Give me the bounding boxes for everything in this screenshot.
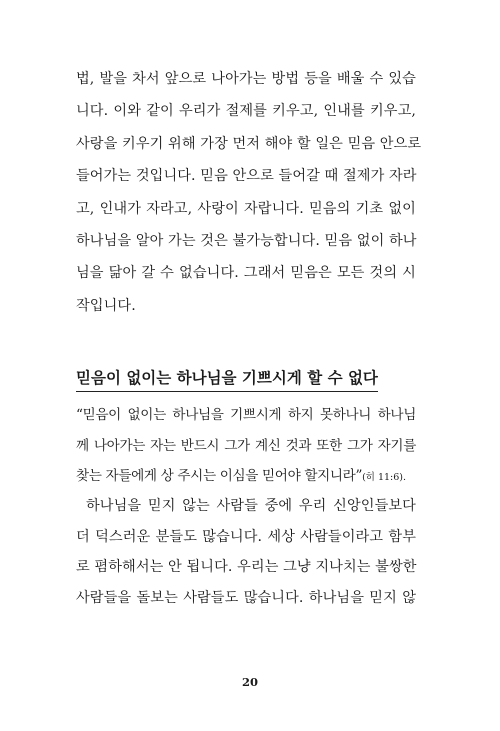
text-line: 님을 닮아 갈 수 없습니다. 그래서 믿음은 모든 것의 시: [76, 265, 416, 282]
text-line: 로 폄하해서는 안 됩니다. 우리는 그냥 지나치는 불쌍한: [76, 559, 417, 576]
text-line: 니다. 이와 같이 우리가 절제를 키우고, 인내를 키우고,: [76, 103, 416, 120]
quote-line-last: [76, 461, 416, 492]
scripture-reference: (히 11:6).: [362, 472, 407, 483]
scripture-quote: [76, 400, 416, 492]
text-line: 하나님을 믿지 않는 사람들 중에 우리 신앙인들보다: [86, 498, 416, 514]
section-heading: 믿음이 없이는 하나님을 기쁘시게 할 수 없다: [76, 366, 378, 392]
quote-line: 께 나아가는 자는 반드시 그가 계신 것과 또한 그가 자기를: [76, 437, 416, 454]
text-line: 고, 인내가 자라고, 사랑이 자랍니다. 믿음의 기초 없이: [76, 200, 416, 217]
body-paragraph-2: [76, 491, 416, 613]
text-line: 작입니다.: [76, 297, 136, 314]
body-paragraph-1: [76, 63, 422, 322]
text-line: 하나님을 알아 가는 것은 불가능합니다. 믿음 없이 하나: [76, 232, 417, 249]
quote-line: “믿음이 없이는 하나님을 기쁘시게 하지 못하나니 하나님: [76, 407, 416, 423]
text-line: 사람들을 돌보는 사람들도 많습니다. 하나님을 믿지 않: [76, 589, 416, 606]
text-line: 법, 발을 차서 앞으로 나아가는 방법 등을 배울 수 있습: [76, 71, 416, 87]
text-line: 사랑을 키우기 위해 가장 먼저 해야 할 일은 믿음 안으로: [76, 135, 422, 152]
text-line: 들어가는 것입니다. 믿음 안으로 들어갈 때 절제가 자라: [76, 168, 417, 185]
page-number: 20: [241, 675, 258, 689]
text-line: 더 덕스러운 분들도 많습니다. 세상 사람들이라고 함부: [76, 528, 416, 545]
quote-text: 찾는 자들에게 상 주시는 이심을 믿어야 할지니라”: [76, 468, 363, 484]
